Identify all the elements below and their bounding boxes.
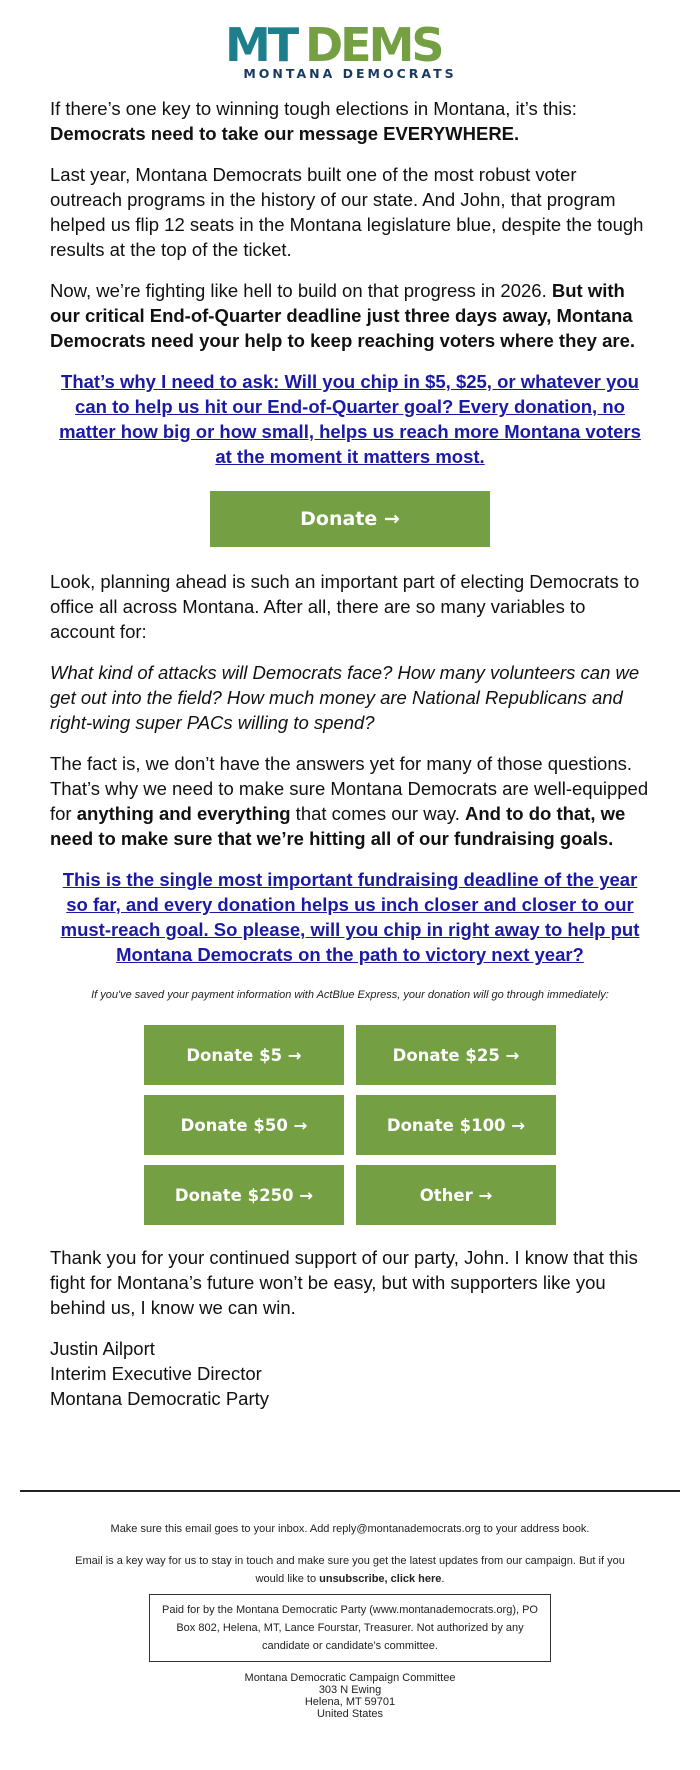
email-body (50, 96, 650, 1411)
address-street: 303 N Ewing (318, 1684, 382, 1696)
paragraph-intro (50, 96, 650, 146)
donate-amount-grid (144, 1025, 556, 1225)
donate-25-button[interactable]: Donate $25 → (356, 1025, 556, 1085)
address-org: Montana Democratic Campaign Committee (244, 1672, 456, 1684)
donate-other-button[interactable]: Other → (356, 1165, 556, 1225)
now-text: Now, we’re fighting like hell to build on that progress in 2026. (50, 280, 552, 301)
unsubscribe-period: . (441, 1573, 445, 1585)
logo-mt: MT (225, 20, 297, 72)
fact-text-b: that comes our way. (290, 803, 465, 824)
paragraph-fact (50, 751, 650, 851)
signature (50, 1336, 650, 1411)
intro-bold: Democrats need to take our message EVERYWHERE. (50, 123, 520, 144)
fact-text-a: The fact is, we don’t have the answers yet for many of those questions. That’s why we need to make sure Montana Democrats are well-equipped for (50, 753, 649, 824)
fact-bold-b: And to do that, we need to make sure that we’re hitting all of our fundraising goals. (50, 803, 626, 849)
now-bold: But with our critical End-of-Quarter deadline just three days away, Montana Democrats need your help to keep reaching voters where they are. (50, 280, 636, 351)
signature-org: Montana Democratic Party (50, 1388, 270, 1409)
unsubscribe-text: Email is a key way for us to stay in touch and make sure you get the latest updates from our campaign. But if you would like to (75, 1555, 625, 1585)
donate-ask-link-2[interactable]: This is the single most important fundraising deadline of the year so far, and every donation helps us inch closer and closer to our must-reach goal. So please, will you chip in right away to help put Montana Democrats on the path to victory next year? (60, 869, 640, 965)
donate-50-button[interactable]: Donate $50 → (144, 1095, 344, 1155)
logo-dems: DEMS (305, 20, 442, 72)
paragraph-planning: Look, planning ahead is such an important part of electing Democrats to office all across Montana. After all, there are so many variables to account for: (50, 571, 640, 642)
signature-title: Interim Executive Director (50, 1363, 262, 1384)
donate-button[interactable]: Donate → (210, 491, 490, 547)
footer (0, 1520, 700, 1720)
intro-text: If there’s one key to winning tough elections in Montana, it’s this: (50, 98, 577, 119)
donate-250-button[interactable]: Donate $250 → (144, 1165, 344, 1225)
actblue-express-note: If you've saved your payment information with ActBlue Express, your donation will go through immediately: (91, 989, 609, 1001)
signature-name: Justin Ailport (50, 1338, 155, 1359)
address-country: United States (316, 1708, 384, 1720)
paid-for-disclaimer: Paid for by the Montana Democratic Party (www.montanademocrats.org), PO Box 802, Helena, MT, Lance Fourstar, Treasurer. Not authorized by any candidate or candidate’s committee. (149, 1594, 551, 1662)
unsubscribe-note (70, 1552, 630, 1588)
donate-100-button[interactable]: Donate $100 → (356, 1095, 556, 1155)
paragraph-now (50, 278, 650, 353)
paragraph-thanks: Thank you for your continued support of our party, John. I know that this fight for Montana’s future won’t be easy, but with supporters like you behind us, I know we can win. (50, 1247, 638, 1318)
mtdems-logo (0, 20, 700, 82)
address-city: Helena, MT 59701 (304, 1696, 396, 1708)
footer-divider (20, 1490, 680, 1492)
donate-ask-link-1[interactable]: That’s why I need to ask: Will you chip in $5, $25, or whatever you can to help us hit our End-of-Quarter goal? Every donation, no matter how big or how small, helps us reach more Montana voters at the moment it matters most. (59, 371, 641, 467)
mailing-address (0, 1672, 700, 1720)
unsubscribe-link[interactable]: unsubscribe, click here (319, 1573, 442, 1585)
donate-5-button[interactable]: Donate $5 → (144, 1025, 344, 1085)
fact-bold-a: anything and everything (76, 803, 291, 824)
paragraph-last-year: Last year, Montana Democrats built one of the most robust voter outreach programs in the history of our state. And John, that program helped us flip 12 seats in the Montana legislature blue, despite the tough results at the top of the ticket. (50, 164, 644, 260)
inbox-note: Make sure this email goes to your inbox. Add reply@montanademocrats.org to your address book. (110, 1523, 590, 1535)
logo-subtitle: MONTANA DEMOCRATS (243, 66, 457, 80)
paragraph-questions: What kind of attacks will Democrats face? How many volunteers can we get out into the field? How much money are National Republicans and right-wing super PACs willing to spend? (50, 662, 640, 733)
